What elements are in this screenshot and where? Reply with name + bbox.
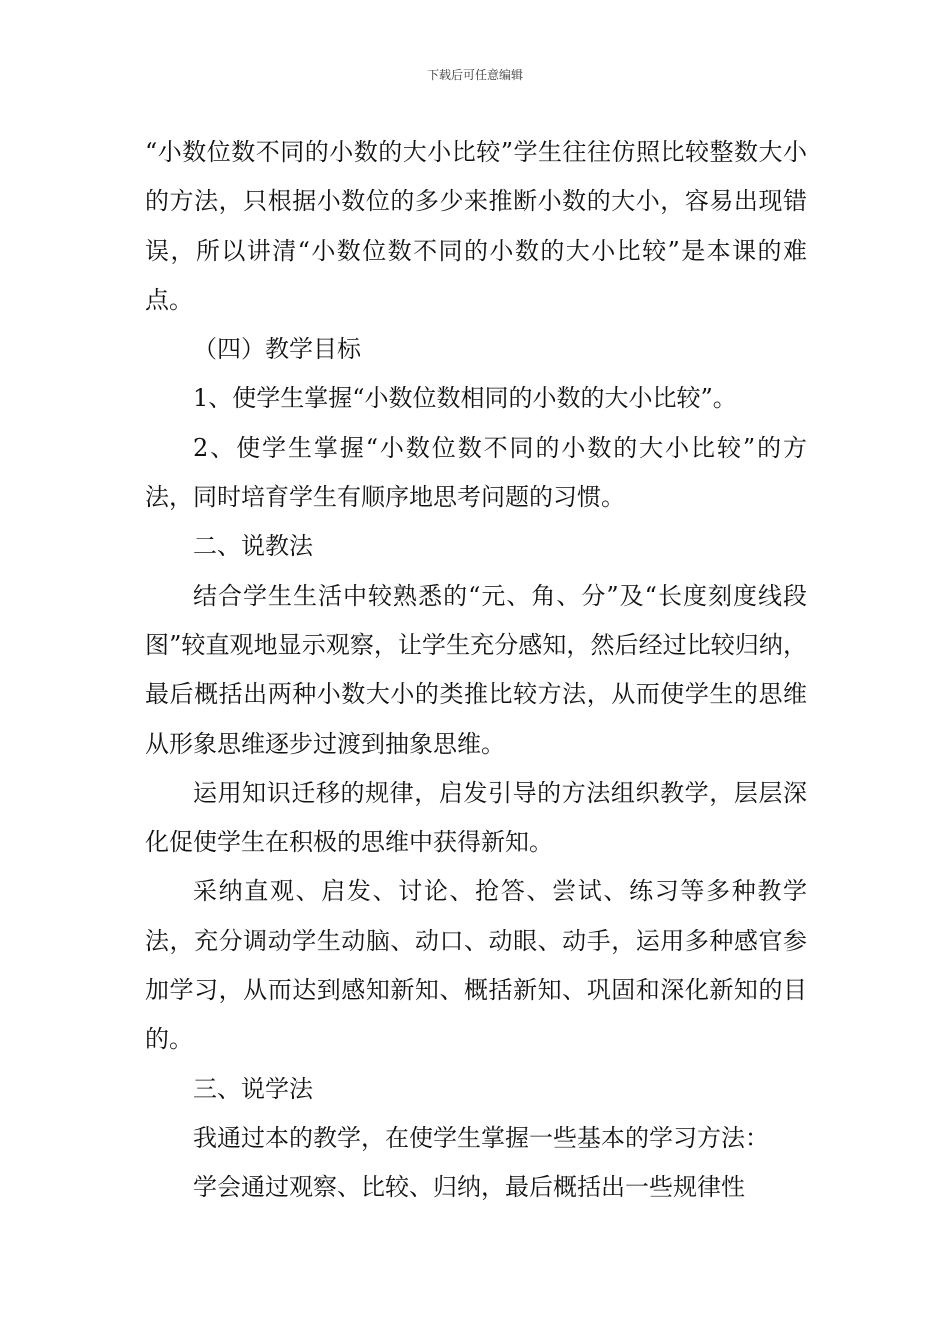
paragraph-method-1: 结合学生生活中较熟悉的“元、角、分”及“长度刻度线段图”较直观地显示观察，让学生充分感知，然后经过比较归纳，最后概括出两种小数大小的类推比较方法，从而使学生的思维从形象思维逐步过渡到抽象思维。 <box>145 581 807 758</box>
paragraph-difficulty: “小数位数不同的小数的大小比较”学生往往仿照比较整数大小的方法，只根据小数位的多少来推断小数的大小，容易出现错误，所以讲清“小数位数不同的小数的大小比较”是本课的难点。 <box>145 138 807 314</box>
paragraph-method-2: 运用知识迁移的规律，启发引导的方法组织教学，层层深化促使学生在积极的思维中获得新知。 <box>145 778 807 857</box>
paragraph-method-3: 采纳直观、启发、讨论、抢答、尝试、练习等多种教学法，充分调动学生动脑、动口、动眼、动手，运用多种感官参加学习，从而达到感知新知、概括新知、巩固和深化新知的目的。 <box>145 877 807 1054</box>
heading-teaching-goals: （四）教学目标 <box>193 335 361 364</box>
page-header: 下载后可任意编辑 <box>426 68 523 82</box>
paragraph-learning-1: 我通过本的教学，在使学生掌握一些基本的学习方法： <box>193 1123 769 1152</box>
goal-item-1: 1、使学生掌握“小数位数相同的小数的大小比较”。 <box>193 384 737 413</box>
heading-learning-method: 三、说学法 <box>193 1074 313 1103</box>
heading-teaching-method: 二、说教法 <box>193 532 313 561</box>
document-body <box>145 128 807 1213</box>
paragraph-learning-2: 学会通过观察、比较、归纳，最后概括出一些规律性 <box>193 1173 745 1202</box>
goal-item-2: 2、使学生掌握“小数位数不同的小数的大小比较”的方法，同时培育学生有顺序地思考问题的习惯。 <box>145 433 807 512</box>
